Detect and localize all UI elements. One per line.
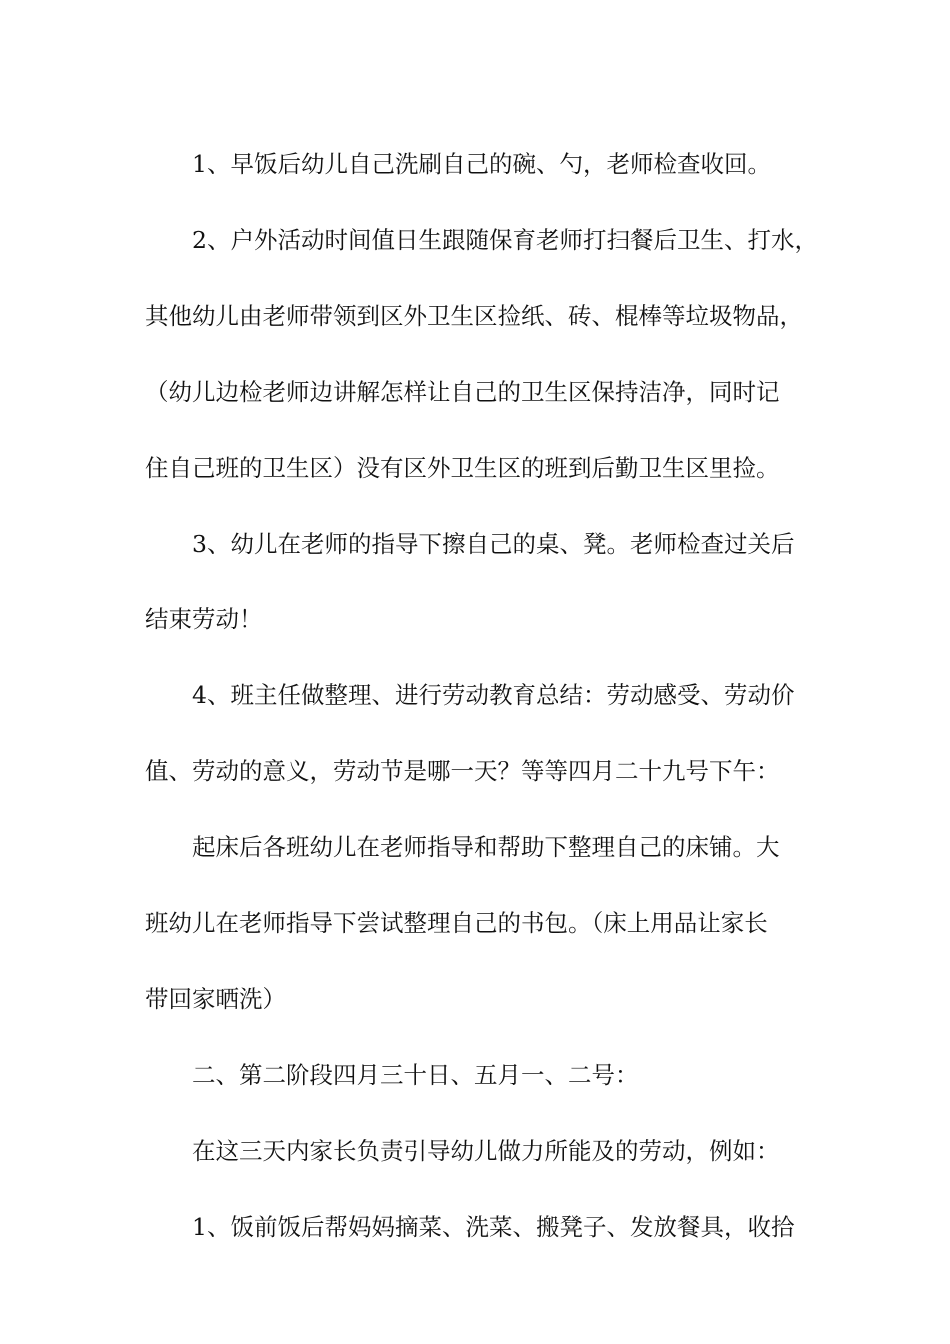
text-line: （幼儿边检老师边讲解怎样让自己的卫生区保持洁净，同时记 — [145, 377, 780, 406]
text-line: 起床后各班幼儿在老师指导和帮助下整理自己的床铺。大 — [192, 833, 780, 862]
text-line: 3、幼儿在老师的指导下擦自己的桌、凳。老师检查过关后 — [192, 529, 795, 558]
paragraph-7 — [145, 1114, 810, 1190]
text-line: 值、劳动的意义，劳动节是哪一天？等等四月二十九号下午： — [145, 757, 780, 786]
text-line: 1、早饭后幼儿自己洗刷自己的碗、勺，老师检查收回。 — [192, 150, 771, 178]
text-line: 其他幼儿由老师带领到区外卫生区捡纸、砖、棍棒等垃圾物品， — [145, 301, 803, 330]
paragraph-2 — [145, 203, 818, 507]
paragraph-8 — [145, 1190, 810, 1266]
text-line: 二、第二阶段四月三十日、五月一、二号： — [192, 1060, 639, 1089]
paragraph-5 — [145, 810, 810, 1038]
text-line: 4、班主任做整理、进行劳动教育总结：劳动感受、劳动价 — [192, 681, 795, 710]
document-body — [145, 127, 818, 1266]
text-line: 在这三天内家长负责引导幼儿做力所能及的劳动，例如： — [192, 1136, 780, 1165]
text-line: 带回家晒洗） — [145, 984, 286, 1013]
text-line: 结束劳动！ — [145, 605, 263, 634]
text-line: 住自己班的卫生区）没有区外卫生区的班到后勤卫生区里捡。 — [145, 453, 780, 482]
text-line: 班幼儿在老师指导下尝试整理自己的书包。（床上用品让家长 — [145, 909, 768, 938]
paragraph-3 — [145, 507, 810, 659]
text-line: 1、饭前饭后帮妈妈摘菜、洗菜、搬凳子、发放餐具，收拾 — [192, 1212, 795, 1241]
paragraph-1 — [145, 127, 810, 203]
text-line: 2、户外活动时间值日生跟随保育老师打扫餐后卫生、打水， — [192, 225, 818, 254]
paragraph-6 — [145, 1038, 810, 1114]
paragraph-4 — [145, 658, 810, 810]
